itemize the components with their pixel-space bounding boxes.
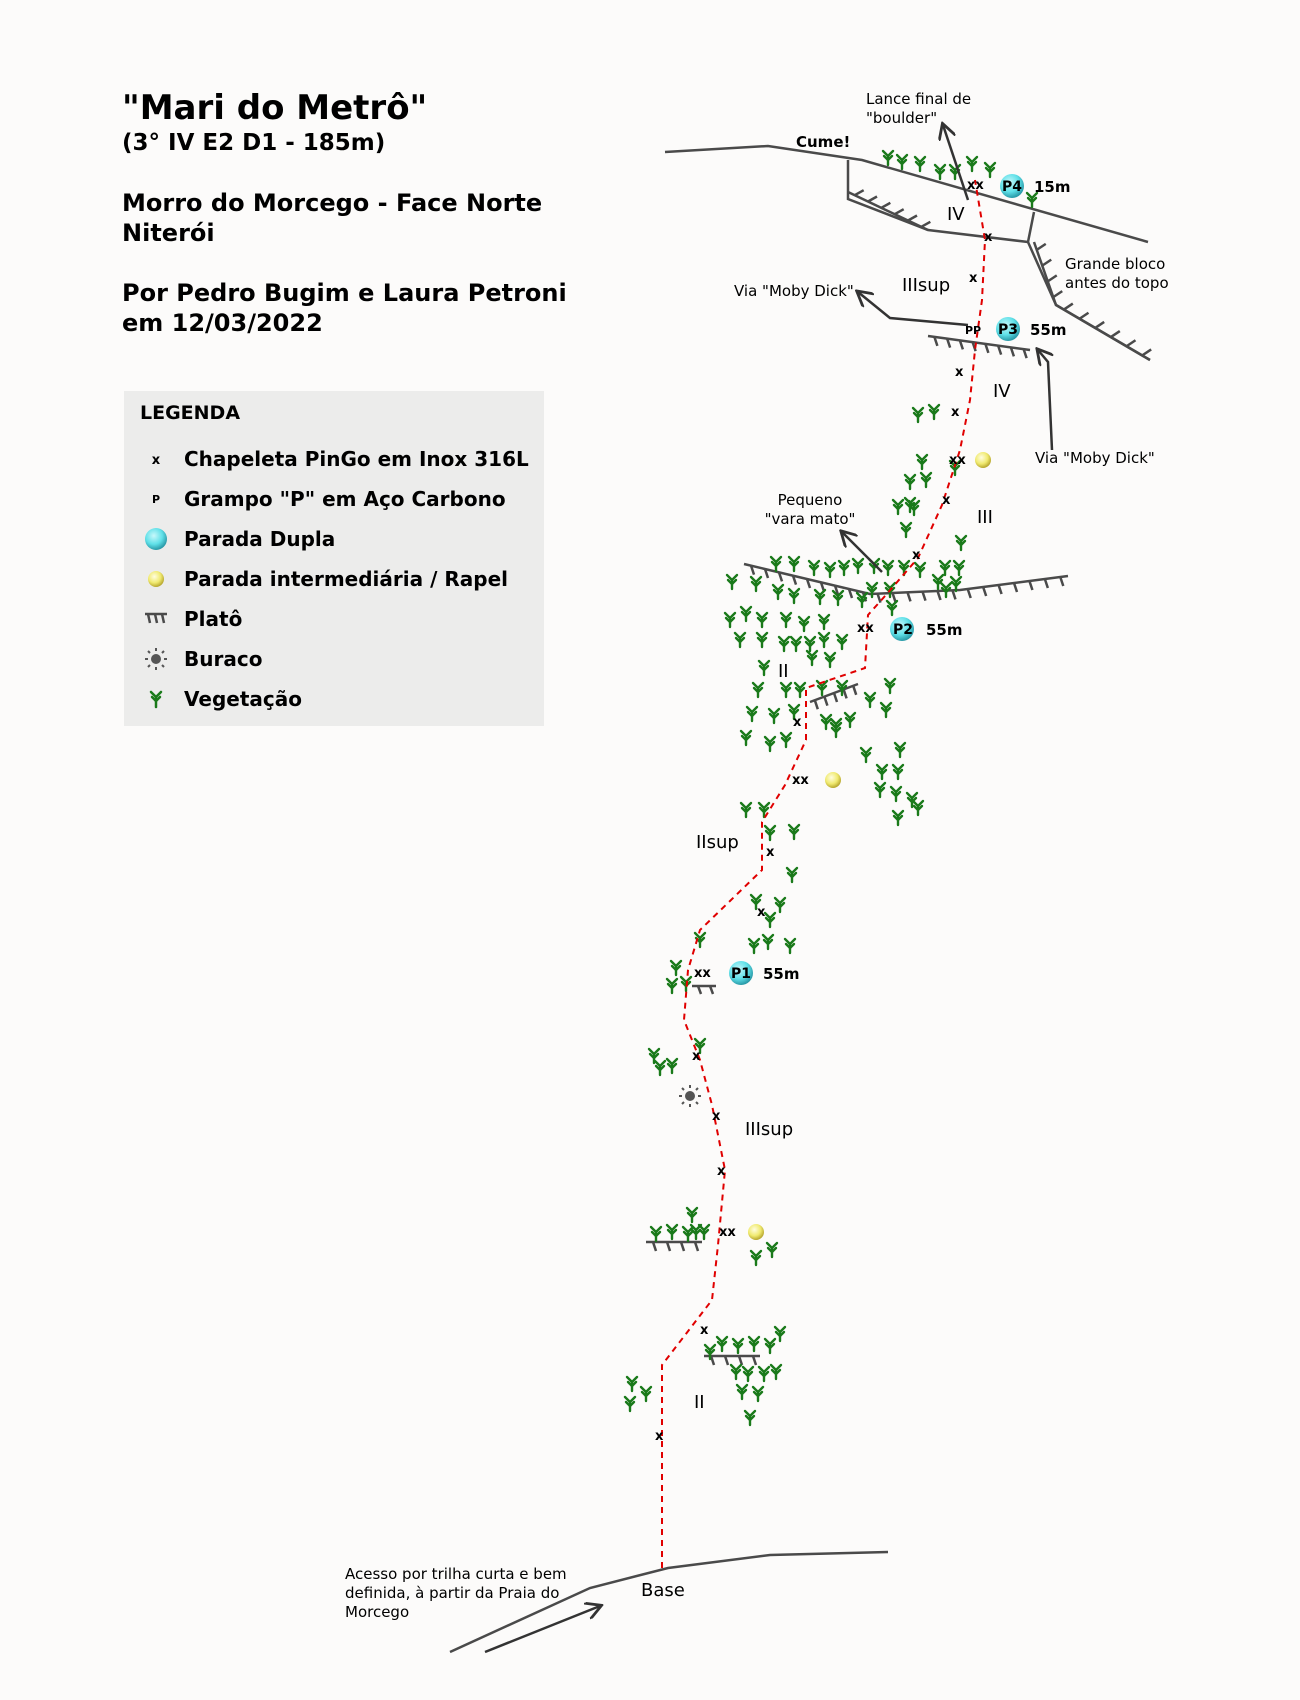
bolt-pair: xx [694,966,711,981]
stop-p3 [996,317,1067,341]
legend-label: Buraco [184,647,263,671]
vegetation-icon [891,787,901,801]
vegetation-icon [699,1225,709,1239]
vegetation-icon [641,1387,651,1401]
bolt: x [766,845,775,860]
route-authors: Por Pedro Bugim e Laura Petroni em 12/03/2022 [122,279,567,337]
vegetation-icon [917,455,927,469]
vegetation-icon [779,637,789,651]
plateau-hatch [983,587,986,596]
legend-title: LEGENDA [140,402,241,424]
vegetation-icon [757,633,767,647]
vara-mato-note: Pequeno "vara mato" [764,491,856,528]
vegetation-icon [929,405,939,419]
vegetation-icon [737,1385,747,1399]
plateau-hatch [1048,275,1057,281]
vegetation-icon [897,155,907,169]
plateau-hatch [908,216,917,221]
vegetation-icon [751,1251,761,1265]
plateau-hatch [1064,304,1073,310]
rock-outlines [450,146,1150,1652]
vegetation-icon [753,1387,763,1401]
vegetation-icon [745,1411,755,1425]
vegetation-icon [901,523,911,537]
plateau-hatch [695,1242,698,1251]
vegetation-icon [667,979,677,993]
grade-label: III [977,507,993,528]
plateau-hatch [667,1242,670,1251]
vegetation-icon [725,613,735,627]
moby-dick-left-arrow [858,292,968,325]
intermediate-stop [975,452,991,468]
vegetation-icon [743,1367,753,1381]
vegetation-icon [671,961,681,975]
legend-label: Parada intermediária / Rapel [184,567,508,591]
plateau-hatch [844,689,847,698]
vegetation-icon [749,1337,759,1351]
vegetation-icon [915,157,925,171]
plateau-hatch [878,594,881,603]
vegetation-icon [883,151,893,165]
vegetation-icon [741,731,751,745]
plateau-hatch [1029,581,1032,590]
plateau-hatch [923,592,926,601]
vegetation-icon [727,575,737,589]
bolt: x [955,365,964,380]
bolt: x [984,230,993,245]
grade-label: IIIsup [902,275,951,296]
vegetation-icon [807,651,817,665]
bolt: x [717,1164,726,1179]
vegetation-icon [759,1367,769,1381]
vegetation-icon [933,575,943,589]
grade-label: II [694,1392,705,1413]
vegetation-icon [687,1208,697,1222]
vegetation-icon [913,801,923,815]
vegetation-icon [837,635,847,649]
vegetation-icon [771,557,781,571]
moby-dick-right-note: Via "Moby Dick" [1035,449,1155,467]
legend-label: Parada Dupla [184,527,336,551]
vegetation-icon [771,1365,781,1379]
vegetation-icon [875,783,885,797]
bolt-pair: xx [719,1225,736,1240]
bolt: x [969,271,978,286]
vegetation-icon [821,715,831,729]
vegetation-icon [763,935,773,949]
p-bolt-pair: PP [965,324,982,337]
plateau-hatch [753,1356,756,1365]
stop-p1 [729,961,800,985]
vegetation-icon [667,1059,677,1073]
vegetation-icon [751,577,761,591]
intermediate-stop [748,1224,764,1240]
vegetation-icon [799,617,809,631]
bolt: x [951,405,960,420]
plateau-hatch [999,585,1002,594]
annotation-arrows [485,125,1052,1652]
plateau-hatch [1042,260,1051,266]
vegetation-icon [775,898,785,912]
plateau-hatch [968,589,971,598]
vegetation-icon [893,811,903,825]
vegetation-icon [819,633,829,647]
vegetation-icon [753,683,763,697]
summit-label: Cume! [796,133,851,151]
vegetation-icon [667,1225,677,1239]
plateau-hatch [815,700,818,709]
svg-text:55m: 55m [926,621,963,639]
vegetation-icon [853,559,863,573]
base-label: Base [641,1580,685,1601]
vegetation-icon [775,1327,785,1341]
svg-text:P: P [151,493,161,506]
plateau-hatch [725,1356,728,1365]
vegetation-icon [915,563,925,577]
plateau-hatch [711,1356,714,1365]
vegetation-icon [877,765,887,779]
vegetation-icon [627,1377,637,1391]
plateau-hatch [895,209,904,214]
plateau-hatch [921,222,930,227]
vegetation-icon [781,733,791,747]
bolt: x [692,1049,701,1064]
vegetation-icon [787,868,797,882]
vegetation-icon [809,561,819,575]
plateau-hatch [893,593,896,602]
bolt: x [712,1109,721,1124]
vegetation-icon [893,765,903,779]
boulder-arrow [943,125,968,200]
vegetation-icon [741,803,751,817]
svg-text:15m: 15m [1034,178,1071,196]
intermediate-stop [825,772,841,788]
vegetation-icon [789,825,799,839]
grade-label: IIIsup [745,1119,794,1140]
stop-p2 [890,617,963,641]
svg-text:55m: 55m [763,965,800,983]
vegetation-icon [765,826,775,840]
vegetation-icon [935,165,945,179]
access-note: Acesso por trilha curta e bem definida, à partir da Praia do Morcego [345,1565,567,1621]
grade-label: II [778,661,789,682]
plateau-hatch [1045,579,1048,588]
vegetation-icon [805,637,815,651]
vegetation-icon [825,563,835,577]
plateau-hatch [853,686,856,695]
svg-text:P2: P2 [892,622,914,638]
bolt: x [942,493,951,508]
plateau-line [848,192,928,230]
plateau-hatch [1080,313,1089,319]
legend-label: Chapeleta PinGo em Inox 316L [184,447,529,471]
vegetation-icon [781,683,791,697]
moby-dick-right-arrow [1038,350,1052,450]
vegetation-icon [789,589,799,603]
svg-text:P4: P4 [1001,179,1023,195]
vegetation-icon [913,408,923,422]
vegetation-icon [940,561,950,575]
plateau-hatch [908,592,911,601]
plateau-hatch [834,693,837,702]
vegetation-icon [759,661,769,675]
bolt: x [793,715,802,730]
svg-text:55m: 55m [1030,321,1067,339]
plateau-hatch [681,1242,684,1251]
big-block-note: Grande bloco antes do topo [1065,255,1169,292]
stop-p4 [1000,174,1071,198]
vegetation-icon [865,693,875,707]
vegetation-icon [747,707,757,721]
route-location: Morro do Morcego - Face Norte Niterói [122,189,543,247]
vegetation-icon [819,615,829,629]
svg-text:x: x [151,453,161,468]
svg-text:P3: P3 [997,322,1019,338]
plateau-hatch [824,697,827,706]
vegetation-icon [815,590,825,604]
plateau-hatch [1014,583,1017,592]
vegetation-icon [717,1337,727,1351]
plateau-hatch [881,203,890,208]
vegetation-icon [767,1243,777,1257]
boulder-note: Lance final de "boulder" [866,90,972,127]
bolt-pair: xx [949,453,966,468]
vegetation-icon [765,913,775,927]
vegetation-icon [861,748,871,762]
hole-icon [679,1085,701,1107]
bolt: x [700,1323,709,1338]
vegetation-icon [749,939,759,953]
bolt-pair: xx [792,773,809,788]
vegetation-icon [625,1397,635,1411]
bolt-pair: xx [857,621,874,636]
vegetation-icon [785,939,795,953]
vegetation-icon [791,637,801,651]
vegetation-icon [741,607,751,621]
plateau-hatch [653,1242,656,1251]
route-title: "Mari do Metrô" [122,88,428,128]
vegetation-icon [781,613,791,627]
vegetation-icon [967,157,977,171]
grade-label: IV [947,204,965,225]
vegetation-icon [731,1365,741,1379]
route-grade: (3° IV E2 D1 - 185m) [122,130,386,156]
plateau-hatch [739,1356,742,1365]
vegetation-icon [735,633,745,647]
plateau-hatch [868,197,877,202]
vegetation-icon [795,683,805,697]
vegetation-icon [765,737,775,751]
vegetation-icon [765,1339,775,1353]
legend-label: Vegetação [184,687,302,711]
plateau-hatch [855,190,864,195]
plateau-hatch [1060,577,1063,586]
bolt: x [912,548,921,563]
bolt: x [757,905,766,920]
vegetation-icon [887,601,897,615]
vegetation-icon [985,163,995,177]
grade-label: IV [993,381,1011,402]
legend-label: Platô [184,607,243,631]
plateau-hatch [1053,291,1062,297]
vegetation-icon [956,536,966,550]
vegetation-icon [845,713,855,727]
plateau-hatch [1142,349,1151,355]
vegetation-icon [941,583,951,597]
moby-dick-left-note: Via "Moby Dick" [734,282,854,300]
vegetation-icon [773,585,783,599]
vegetation-icon [655,1061,665,1075]
svg-text:P1: P1 [730,966,752,982]
vegetation-icon [651,1227,661,1241]
vegetation-icon [883,561,893,575]
vegetation-icon [857,593,867,607]
vegetation-icon [881,703,891,717]
bolt: x [655,1429,664,1444]
vegetation-icon [789,557,799,571]
plateau-hatch [1037,244,1046,250]
plateau-hatch [1095,322,1104,328]
plateau-hatch [1127,340,1136,346]
grade-label: IIsup [696,832,739,853]
vegetation-icon [885,679,895,693]
vegetation-icon [921,473,931,487]
legend-label: Grampo "P" em Aço Carbono [184,487,506,511]
vegetation-icon [733,1339,743,1353]
vegetation-icon [905,475,915,489]
vegetation-icon [893,500,903,514]
plateau-hatch [938,591,941,600]
bolts [655,178,993,1444]
vegetation-icon [954,561,964,575]
vegetation-icon [825,653,835,667]
vegetation-icon [895,743,905,757]
vegetation-icon [757,613,767,627]
bolt-pair: xx [967,178,984,193]
plateau-hatch [1111,331,1120,337]
vegetation-icon [769,709,779,723]
vegetation-icon [839,561,849,575]
